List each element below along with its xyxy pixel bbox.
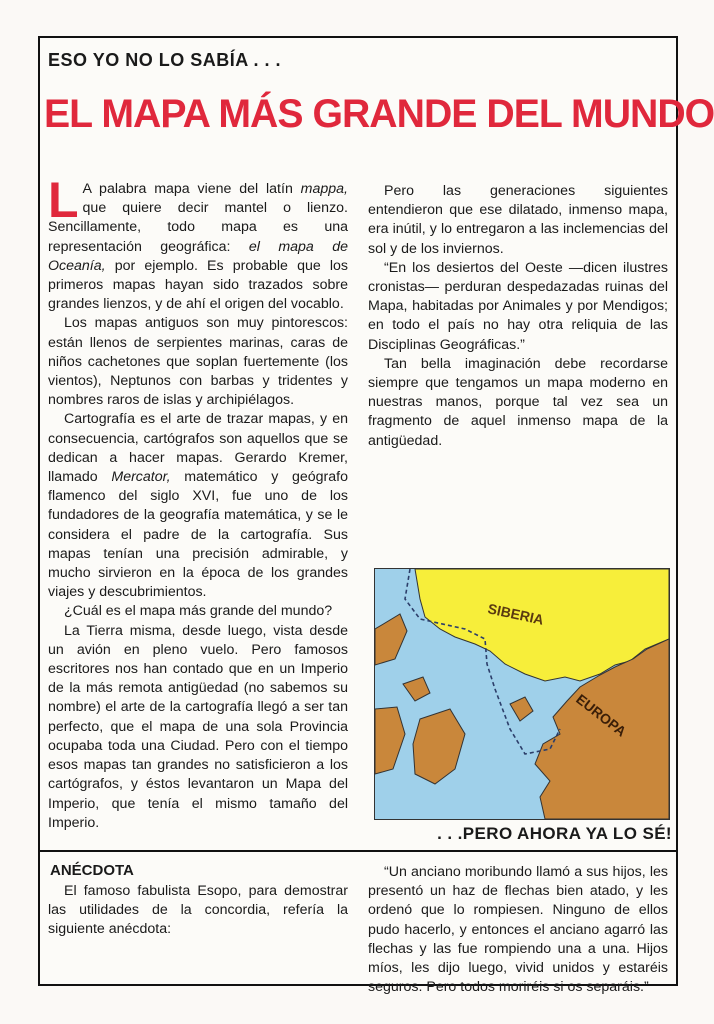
kicker: ESO YO NO LO SABÍA . . .	[48, 50, 282, 70]
article-column-right	[368, 182, 668, 451]
p3-text-end: matemático y geógrafo flamenco del siglo XVI, fue uno de los fundadores de la geografía matemática, y se le considera el padre de la cartografía. Sus mapas tenían una precisión admirable, y mucho sirvieron en la época de los grandes viajes y descubrimientos.	[48, 469, 348, 601]
p1-text-mid: que quiere decir mantel o lienzo. Sencillamente, todo mapa es una representación geográfica:	[48, 200, 348, 255]
paragraph-7: “En los desiertos del Oeste —dicen ilustres cronistas— perduran despedazadas ruinas del Mapa, habitadas por Animales y por Mendigos; en todo el país no hay otra reliquia de las Disciplinas Geográficas.”	[368, 259, 668, 353]
paragraph-6: Pero las generaciones siguientes entendieron que ese dilatado, inmenso mapa, era inútil, y lo entregaron a las inclemencias del sol y de los inviernos.	[368, 183, 668, 257]
p1-example: el mapa de Oceanía,	[48, 238, 349, 274]
paragraph-5: La Tierra misma, desde luego, vista desde un avión en pleno vuelo. Pero famosos escritores nos han contado que en un Imperio de la más remota antigüedad (no sabemos su nombre) el arte de la cartografía llegó a ser tan perfecto, que el mapa de una sola Provincia ocupaba toda una Ciudad. Pero con el tiempo esos mapas tan grandes no satisficieron a los cartógrafos, y éstos levantaron un Mapa del Imperio, que tenía el mismo tamaño del Imperio.	[48, 622, 348, 831]
p1-text-end: por ejemplo. Es probable que los primeros mapas hayan sido trazados sobre grandes lienzos, y de ahí el origen del vocablo.	[48, 257, 348, 313]
paragraph-8: Tan bella imaginación debe recordarse siempre que tengamos un mapa moderno en nuestras manos, porque tal vez sea un fragmento de aquel inmenso mapa de la antigüedad.	[368, 355, 668, 449]
drop-cap: L	[48, 172, 79, 228]
anecdota-column-right	[368, 863, 668, 997]
map-illustration	[374, 568, 670, 820]
tagline: . . .PERO AHORA YA LO SÉ!	[437, 824, 672, 843]
article-frame	[38, 36, 714, 996]
map-label-siberia: SIBERIA	[486, 600, 546, 628]
map-label-europa: EUROPA	[573, 690, 630, 740]
paragraph-3	[48, 410, 348, 602]
paragraph-1	[48, 172, 349, 314]
p3-text-start: Cartografía es el arte de trazar mapas, y en consecuencia, cartógrafos son aquellos que se dedican a hacer mapas. Gerardo Kremer, llamado	[48, 411, 348, 486]
p1-word-mappa: mappa,	[300, 181, 348, 197]
anecdota-paragraph-1: El famoso fabulista Esopo, para demostrar las utilidades de la concordia, refería la siguiente anécdota:	[48, 883, 348, 938]
p3-name-mercator: Mercator,	[111, 469, 171, 486]
section-divider	[40, 850, 676, 852]
paragraph-4: ¿Cuál es el mapa más grande del mundo?	[64, 603, 333, 620]
anecdota-title: ANÉCDOTA	[50, 862, 134, 879]
anecdota-paragraph-2: “Un anciano moribundo llamó a sus hijos, les presentó un haz de flechas bien atado, y les ordenó que lo rompiesen. Ninguno de ellos pudo hacerlo, y entonces el anciano agarró las flechas y las fue rompiendo una a una. Hijos míos, les dijo luego, vivid unidos y estaréis seguros. Pero todos moriréis si os separáis.”	[368, 864, 668, 996]
map-svg	[375, 569, 669, 819]
headline: EL MAPA MÁS GRANDE DEL MUNDO	[44, 92, 714, 136]
p1-text-start: A palabra mapa viene del latín	[82, 181, 301, 197]
paragraph-2: Los mapas antiguos son muy pintorescos: están llenos de serpientes marinas, caras de niños cachetones que soplan fuertemente (los vientos), Neptunos con barbas y tridentes y nombres raros de islas y archipiélagos.	[48, 315, 348, 409]
anecdota-column-left	[48, 882, 348, 940]
article-column-left	[48, 172, 349, 833]
